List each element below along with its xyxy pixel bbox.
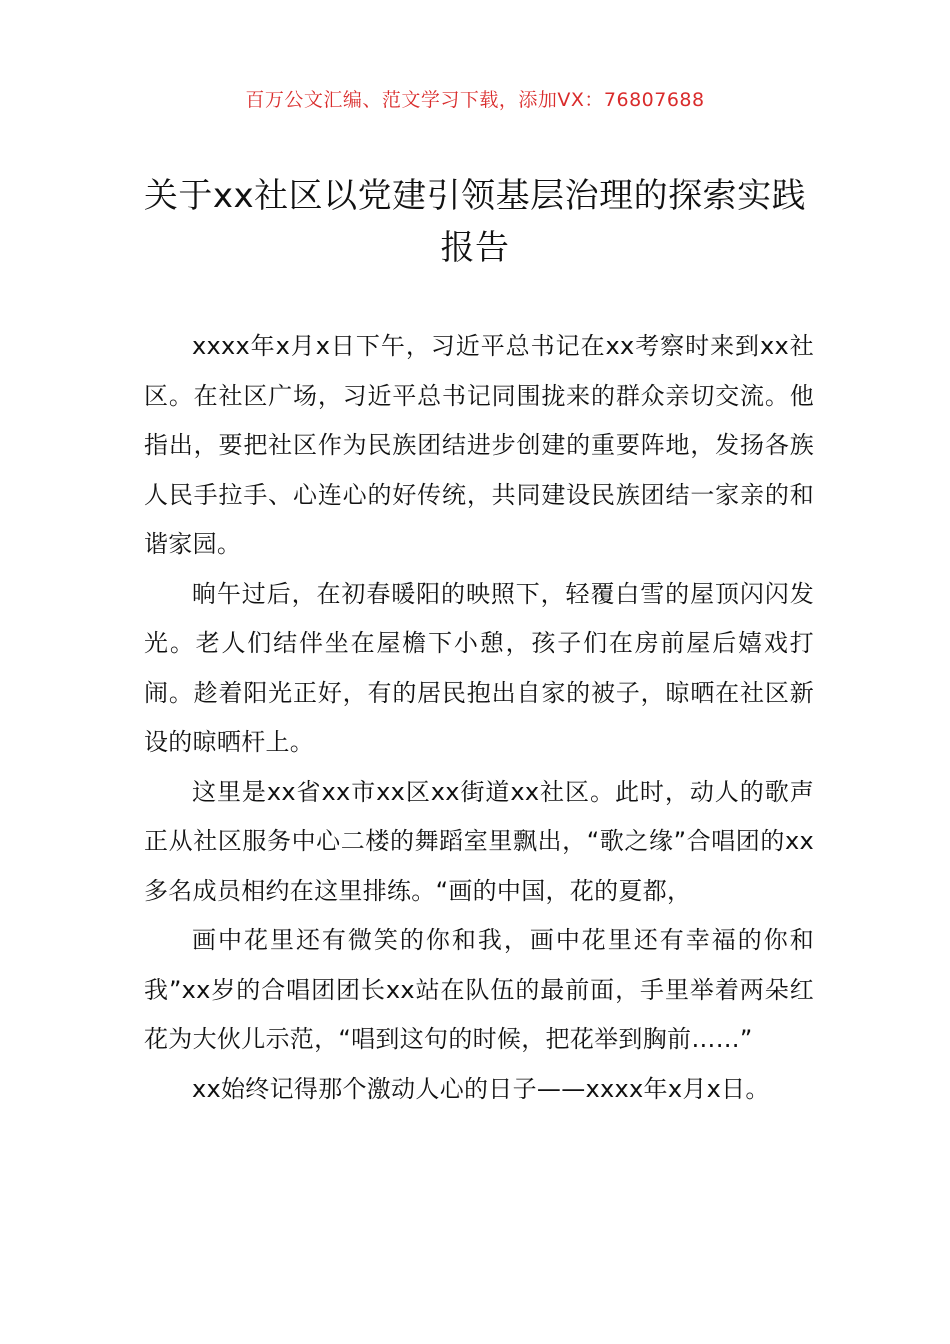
- paragraph-1: xxxx年x月x日下午，习近平总书记在xx考察时来到xx社区。在社区广场，习近平总书记同围拢来的群众亲切交流。他指出，要把社区作为民族团结进步创建的重要阵地，发扬各族人民手拉手、心连心的好传统，共同建设民族团结一家亲的和谐家园。: [144, 332, 814, 558]
- paragraph-3: 这里是xx省xx市xx区xx街道xx社区。此时，动人的歌声正从社区服务中心二楼的舞蹈室里飘出，“歌之缘”合唱团的xx多名成员相约在这里排练。“画的中国，花的夏都，: [144, 777, 814, 905]
- paragraph-2: 晌午过后，在初春暖阳的映照下，轻覆白雪的屋顶闪闪发光。老人们结伴坐在屋檐下小憩，孩子们在房前屋后嬉戏打闹。趁着阳光正好，有的居民抱出自家的被子，晾晒在社区新设的晾晒杆上。: [144, 579, 814, 756]
- document-title: 关于xx社区以党建引领基层治理的探索实践报告: [143, 176, 807, 268]
- paragraph-5: xx始终记得那个激动人心的日子——xxxx年x月x日。: [192, 1074, 770, 1103]
- document-body: [144, 322, 814, 1114]
- header-promo-note: 百万公文汇编、范文学习下载，添加VX：76807688: [245, 89, 705, 111]
- paragraph-4: 画中花里还有微笑的你和我，画中花里还有幸福的你和我”xx岁的合唱团团长xx站在队伍的最前面，手里举着两朵红花为大伙儿示范，“唱到这句的时候，把花举到胸前……”: [144, 926, 814, 1053]
